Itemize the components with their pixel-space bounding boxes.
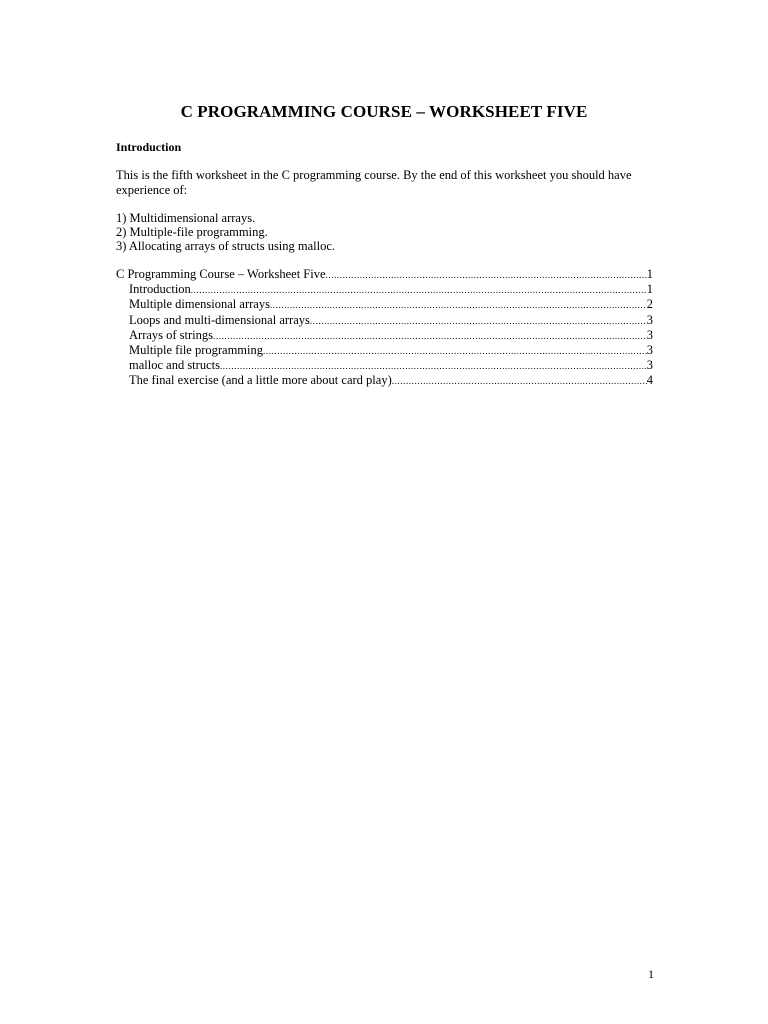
objective-item: 1) Multidimensional arrays. [116, 211, 256, 225]
toc-entry[interactable] [116, 267, 653, 282]
intro-paragraph: This is the fifth worksheet in the C programming course. By the end of this worksheet you should have experience of: [116, 168, 632, 197]
toc-leader-dots [392, 374, 647, 388]
toc-leader-dots [213, 329, 647, 343]
toc-leader-dots [220, 359, 647, 373]
toc-entry-page: 1 [646, 267, 653, 281]
toc-entry-page: 4 [646, 373, 653, 388]
toc-entry-label: Arrays of strings [129, 327, 214, 342]
document-title: C PROGRAMMING COURSE – WORKSHEET FIVE [180, 102, 588, 121]
toc-entry[interactable] [116, 343, 653, 358]
toc-entry-page: 1 [646, 282, 653, 297]
objectives-list [116, 211, 335, 253]
toc-entry-page: 3 [646, 327, 653, 342]
toc-leader-dots [263, 344, 647, 358]
toc-entry-page: 3 [646, 358, 653, 373]
toc-entry-label: The final exercise (and a little more about card play) [129, 373, 392, 388]
table-of-contents [116, 267, 653, 389]
toc-entry[interactable] [116, 373, 653, 388]
toc-leader-dots [191, 283, 647, 297]
toc-entry[interactable] [116, 297, 653, 312]
toc-leader-dots [270, 298, 647, 312]
toc-entry-label: Multiple dimensional arrays [129, 297, 270, 312]
toc-leader-dots [326, 268, 647, 282]
toc-entry-page: 3 [646, 343, 653, 358]
objective-item: 3) Allocating arrays of structs using malloc. [116, 239, 336, 253]
toc-entry[interactable] [116, 328, 653, 343]
toc-entry[interactable] [116, 313, 653, 328]
toc-entry-page: 2 [646, 297, 653, 312]
toc-entry-label: Multiple file programming [129, 343, 264, 358]
page-number: 1 [648, 967, 654, 981]
toc-entry-label: Introduction [129, 282, 191, 297]
toc-leader-dots [310, 314, 647, 328]
toc-entry[interactable] [116, 282, 653, 297]
toc-entry-label: malloc and structs [129, 358, 220, 373]
section-heading-introduction: Introduction [116, 140, 182, 154]
toc-entry-label: Loops and multi-dimensional arrays [129, 312, 310, 327]
toc-entry-page: 3 [646, 312, 653, 327]
toc-entry-label: C Programming Course – Worksheet Five [116, 267, 326, 281]
toc-entry[interactable] [116, 358, 653, 373]
objective-item: 2) Multiple-file programming. [116, 225, 268, 239]
